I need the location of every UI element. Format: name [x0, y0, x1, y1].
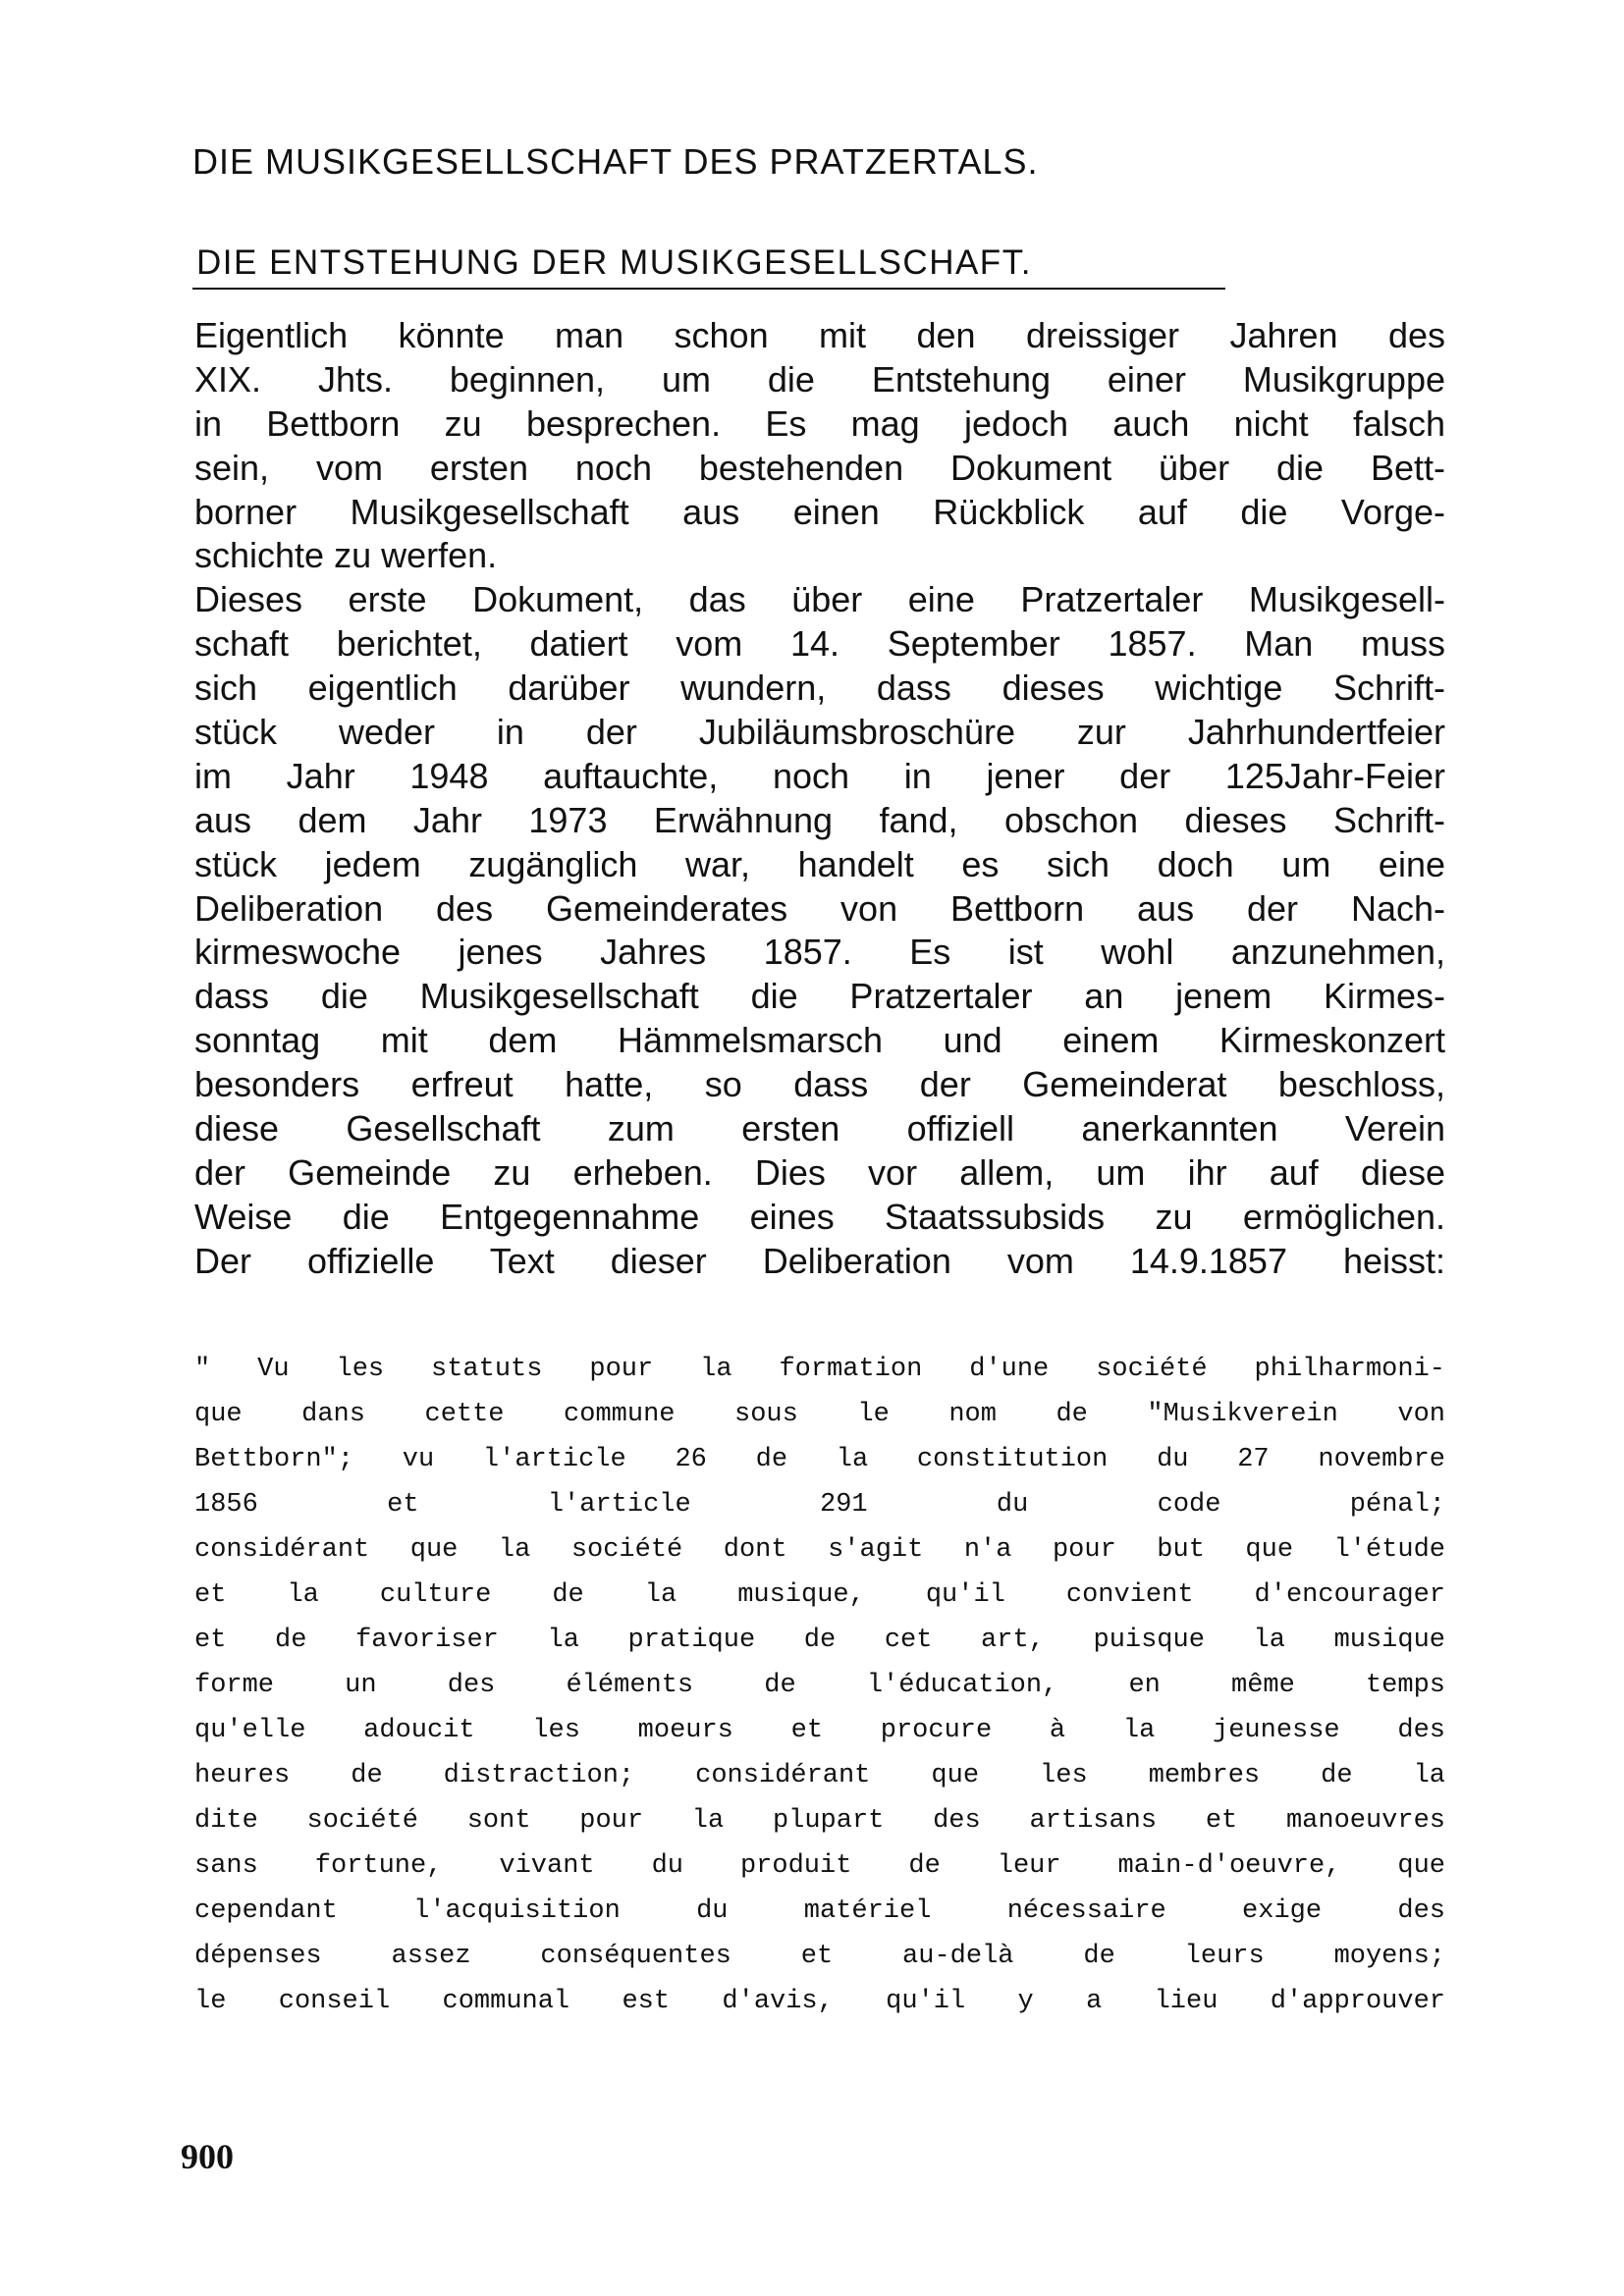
- body-text-line: XIX. Jhts. beginnen, um die Entstehung einer Musikgruppe: [194, 358, 1445, 400]
- page-number: 900: [181, 2137, 234, 2176]
- quoted-deliberation: [194, 1347, 1445, 2024]
- heading-underline: [192, 288, 1225, 290]
- body-text-line: kirmeswoche jenes Jahres 1857. Es ist wohl anzunehmen,: [194, 932, 1445, 973]
- quote-text-line: 1856 et l'article 291 du code pénal;: [194, 1490, 1445, 1520]
- quote-text-line: sans fortune, vivant du produit de leur main-d'oeuvre, que: [194, 1851, 1445, 1881]
- page-title: DIE MUSIKGESELLSCHAFT DES PRATZERTALS.: [192, 141, 1039, 182]
- body-text-line: Deliberation des Gemeinderates von Bettborn aus der Nach-: [194, 887, 1445, 929]
- body-text-line: schichte zu werfen.: [194, 535, 498, 576]
- quote-text-line: et la culture de la musique, qu'il convient d'encourager: [194, 1580, 1445, 1610]
- quote-text-line: le conseil communal est d'avis, qu'il y a lieu d'approuver: [194, 1987, 1445, 2016]
- body-text-line: sein, vom ersten noch bestehenden Dokument über die Bett-: [194, 447, 1445, 488]
- quote-text-line: que dans cette commune sous le nom de "Musikverein von: [194, 1400, 1445, 1429]
- quote-text-line: dépenses assez conséquentes et au-delà de leurs moyens;: [194, 1942, 1445, 1971]
- body-text-line: Der offizielle Text dieser Deliberation vom 14.9.1857 heisst:: [194, 1240, 1445, 1281]
- body-text-line: borner Musikgesellschaft aus einen Rückblick auf die Vorge-: [194, 491, 1445, 532]
- quote-text-line: considérant que la société dont s'agit n'a pour but que l'étude: [194, 1535, 1445, 1565]
- quote-text-line: et de favoriser la pratique de cet art, puisque la musique: [194, 1626, 1445, 1655]
- body-paragraphs: [194, 314, 1445, 1284]
- body-text-line: besonders erfreut hatte, so dass der Gemeinderat beschloss,: [194, 1064, 1445, 1105]
- quote-text-line: " Vu les statuts pour la formation d'une société philharmoni-: [194, 1355, 1445, 1384]
- body-text-line: der Gemeinde zu erheben. Dies vor allem, um ihr auf diese: [194, 1151, 1445, 1193]
- quote-text-line: forme un des éléments de l'éducation, en même temps: [194, 1671, 1445, 1700]
- body-text-line: dass die Musikgesellschaft die Pratzertaler an jenem Kirmes-: [194, 976, 1445, 1017]
- body-text-line: aus dem Jahr 1973 Erwähnung fand, obschon dieses Schrift-: [194, 799, 1445, 840]
- body-text-line: stück weder in der Jubiläumsbroschüre zur Jahrhundertfeier: [194, 712, 1445, 753]
- body-text-line: sonntag mit dem Hämmelsmarsch und einem Kirmeskonzert: [194, 1020, 1445, 1061]
- body-text-line: diese Gesellschaft zum ersten offiziell anerkannten Verein: [194, 1108, 1445, 1149]
- quote-text-line: cependant l'acquisition du matériel nécessaire exige des: [194, 1896, 1445, 1926]
- quote-text-line: heures de distraction; considérant que les membres de la: [194, 1761, 1445, 1790]
- quote-text-line: qu'elle adoucit les moeurs et procure à la jeunesse des: [194, 1716, 1445, 1745]
- body-text-line: schaft berichtet, datiert vom 14. September 1857. Man muss: [194, 623, 1445, 665]
- body-text-line: in Bettborn zu besprechen. Es mag jedoch auch nicht falsch: [194, 402, 1445, 444]
- body-text-line: stück jedem zugänglich war, handelt es sich doch um eine: [194, 843, 1445, 884]
- section-heading: DIE ENTSTEHUNG DER MUSIKGESELLSCHAFT.: [196, 243, 1032, 282]
- body-text-line: im Jahr 1948 auftauchte, noch in jener der 125Jahr-Feier: [194, 755, 1445, 796]
- body-text-line: sich eigentlich darüber wundern, dass dieses wichtige Schrift-: [194, 667, 1445, 709]
- body-text-line: Eigentlich könnte man schon mit den dreissiger Jahren des: [194, 315, 1445, 355]
- quote-text-line: Bettborn"; vu l'article 26 de la constitution du 27 novembre: [194, 1445, 1445, 1474]
- body-text-line: Weise die Entgegennahme eines Staatssubsids zu ermöglichen.: [194, 1196, 1445, 1237]
- body-text-line: Dieses erste Dokument, das über eine Pratzertaler Musikgesell-: [194, 579, 1445, 620]
- quote-text-line: dite société sont pour la plupart des artisans et manoeuvres: [194, 1806, 1445, 1836]
